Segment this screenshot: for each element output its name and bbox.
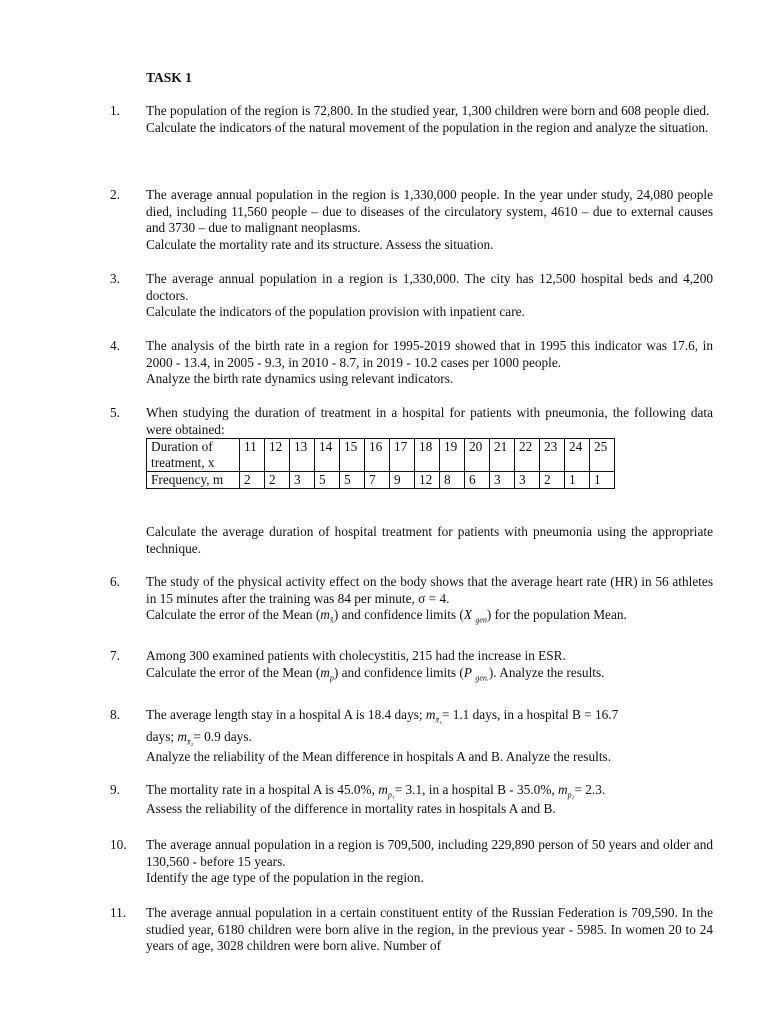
table-cell: 3: [290, 472, 315, 489]
table-row: [147, 472, 615, 489]
table-cell: 18: [415, 439, 440, 472]
table-cell: 5: [315, 472, 340, 489]
table-row: [147, 439, 615, 472]
task-text: Calculate the mortality rate and its structure. Assess the situation.: [146, 236, 494, 252]
task-text: The average annual population in a certain constituent entity of the Russian Federation is 709,590. In the studied year, 6180 children were born alive in the region, in the previous year - 5985. In women 20 to 24 years of age, 3028 children were born alive. Number of: [146, 905, 713, 954]
task-text: Identify the age type of the population in the region.: [146, 870, 424, 886]
table-cell: 16: [365, 439, 390, 472]
page-title: TASK 1: [146, 70, 192, 85]
task-number: 11.: [110, 905, 127, 920]
math-subscript: x̄: [329, 615, 334, 625]
task-text: The study of the physical activity effect on the body shows that the average heart rate (HR) in 56 athletes in 15 minutes after the training was 84 per minute, σ = 4.: [146, 574, 713, 606]
table-cell: 19: [440, 439, 465, 472]
table-cell: 12: [415, 472, 440, 489]
task-text-part: = 1.1 days, in a hospital B = 16.7: [441, 707, 619, 722]
table-cell: 6: [465, 472, 490, 489]
task-text: Calculate the average duration of hospital treatment for patients with pneumonia using the appropriate technique.: [146, 524, 713, 556]
task-text: Assess the reliability of the difference in mortality rates in hospitals A and B.: [146, 801, 556, 816]
task-text: [146, 704, 713, 726]
task-text: The population of the region is 72,800. In the studied year, 1,300 children were born and 608 people died.: [146, 103, 710, 118]
table-cell: 22: [515, 439, 540, 472]
table-cell: 1: [590, 472, 615, 489]
task-text: The average annual population in the region is 1,330,000 people. In the year under study, 24,080 people died, including 11,560 people – due to diseases of the circulatory system, 4610 – due to external causes and 3730 – due to malignant neoplasms.: [146, 187, 713, 236]
math-subscript: x̄₂: [187, 737, 194, 747]
table-cell: 2: [240, 472, 265, 489]
table-row-label: Duration of treatment, x: [147, 439, 240, 472]
table-cell: 2: [540, 472, 565, 489]
table-cell: 3: [515, 472, 540, 489]
table-cell: 5: [340, 472, 365, 489]
task-text: When studying the duration of treatment in a hospital for patients with pneumonia, the following data were obtained:: [146, 405, 713, 437]
math-symbol: m: [378, 782, 388, 797]
task-text-part: ). Analyze the results.: [488, 664, 605, 680]
task-number: 7.: [110, 648, 120, 663]
table-cell: 15: [340, 439, 365, 472]
task-text-part: days;: [146, 729, 178, 744]
task-item: [110, 405, 714, 560]
table-cell: 20: [465, 439, 490, 472]
math-symbol: m: [425, 707, 436, 722]
task-text: Among 300 examined patients with cholecystitis, 215 had the increase in ESR.: [146, 648, 566, 663]
task-text-part: ) and confidence limits (: [333, 607, 464, 623]
task-number: 9.: [110, 782, 120, 797]
task-number: 2.: [110, 187, 120, 202]
math-subscript: p₂: [567, 790, 575, 800]
table-cell: 23: [540, 439, 565, 472]
math-subscript: p: [329, 673, 334, 683]
table-cell: 9: [390, 472, 415, 489]
task-number: 10.: [110, 837, 127, 852]
table-cell: 13: [290, 439, 315, 472]
table-cell: 21: [490, 439, 515, 472]
task-text-part: The average length stay in a hospital A is 18.4 days;: [146, 707, 426, 722]
math-subscript: gen.: [475, 673, 489, 683]
task-text: [146, 665, 713, 682]
task-text-part: ) for the population Mean.: [486, 607, 627, 623]
table-row-label: Frequency, m: [147, 472, 240, 489]
task-text: [146, 726, 713, 748]
task-number: 8.: [110, 707, 120, 722]
table-cell: 14: [315, 439, 340, 472]
math-symbol: P: [463, 664, 472, 680]
task-number: 5.: [110, 405, 120, 420]
task-number: 6.: [110, 574, 120, 589]
table-cell: 17: [390, 439, 415, 472]
task-text-part: The mortality rate in a hospital A is 45.0%,: [146, 782, 379, 797]
math-subscript: p₁: [387, 790, 395, 800]
task-text: The average annual population in a region is 1,330,000. The city has 12,500 hospital beds and 4,200 doctors.: [146, 271, 713, 303]
task-text: Analyze the birth rate dynamics using relevant indicators.: [146, 371, 454, 387]
task-text-part: = 2.3.: [574, 782, 606, 797]
task-text-part: = 3.1, in a hospital B - 35.0%,: [394, 782, 559, 797]
math-symbol: m: [558, 782, 568, 797]
task-text-part: Calculate the error of the Mean (: [146, 664, 321, 680]
task-text: The analysis of the birth rate in a region for 1995-2019 showed that in 1995 this indicator was 17.6, in 2000 - 13.4, in 2005 - 9.3, in 2010 - 8.7, in 2019 - 10.2 cases per 1000 people.: [146, 338, 713, 370]
task-number: 4.: [110, 338, 120, 353]
table-cell: 3: [490, 472, 515, 489]
task-text: Calculate the indicators of the natural movement of the population in the region and analyze the situation.: [146, 119, 709, 135]
table-cell: 12: [265, 439, 290, 472]
math-symbol: X: [463, 607, 472, 623]
task-number: 1.: [110, 103, 120, 118]
task-text: Analyze the reliability of the Mean difference in hospitals A and B. Analyze the results.: [146, 749, 612, 764]
table-cell: 24: [565, 439, 590, 472]
task-text-part: ) and confidence limits (: [333, 664, 464, 680]
table-cell: 11: [240, 439, 265, 472]
task-text: Calculate the indicators of the population provision with inpatient care.: [146, 304, 525, 320]
table-cell: 8: [440, 472, 465, 489]
table-cell: 1: [565, 472, 590, 489]
math-subscript: gen: [475, 615, 487, 625]
table-cell: 2: [265, 472, 290, 489]
table-cell: 25: [590, 439, 615, 472]
task-text: [146, 607, 713, 624]
task-text-part: = 0.9 days.: [193, 729, 252, 744]
task-text-part: Calculate the error of the Mean (: [146, 607, 321, 623]
task-number: 3.: [110, 271, 120, 286]
math-subscript: x̄₁: [435, 715, 442, 725]
table-cell: 7: [365, 472, 390, 489]
duration-frequency-table: [146, 438, 615, 489]
task-text: The average annual population in a region is 709,500, including 229,890 person of 50 years and older and 130,560 - before 15 years.: [146, 837, 713, 869]
task-text: [146, 779, 713, 801]
math-symbol: m: [320, 607, 330, 623]
math-symbol: m: [320, 664, 330, 680]
math-symbol: m: [177, 729, 188, 744]
